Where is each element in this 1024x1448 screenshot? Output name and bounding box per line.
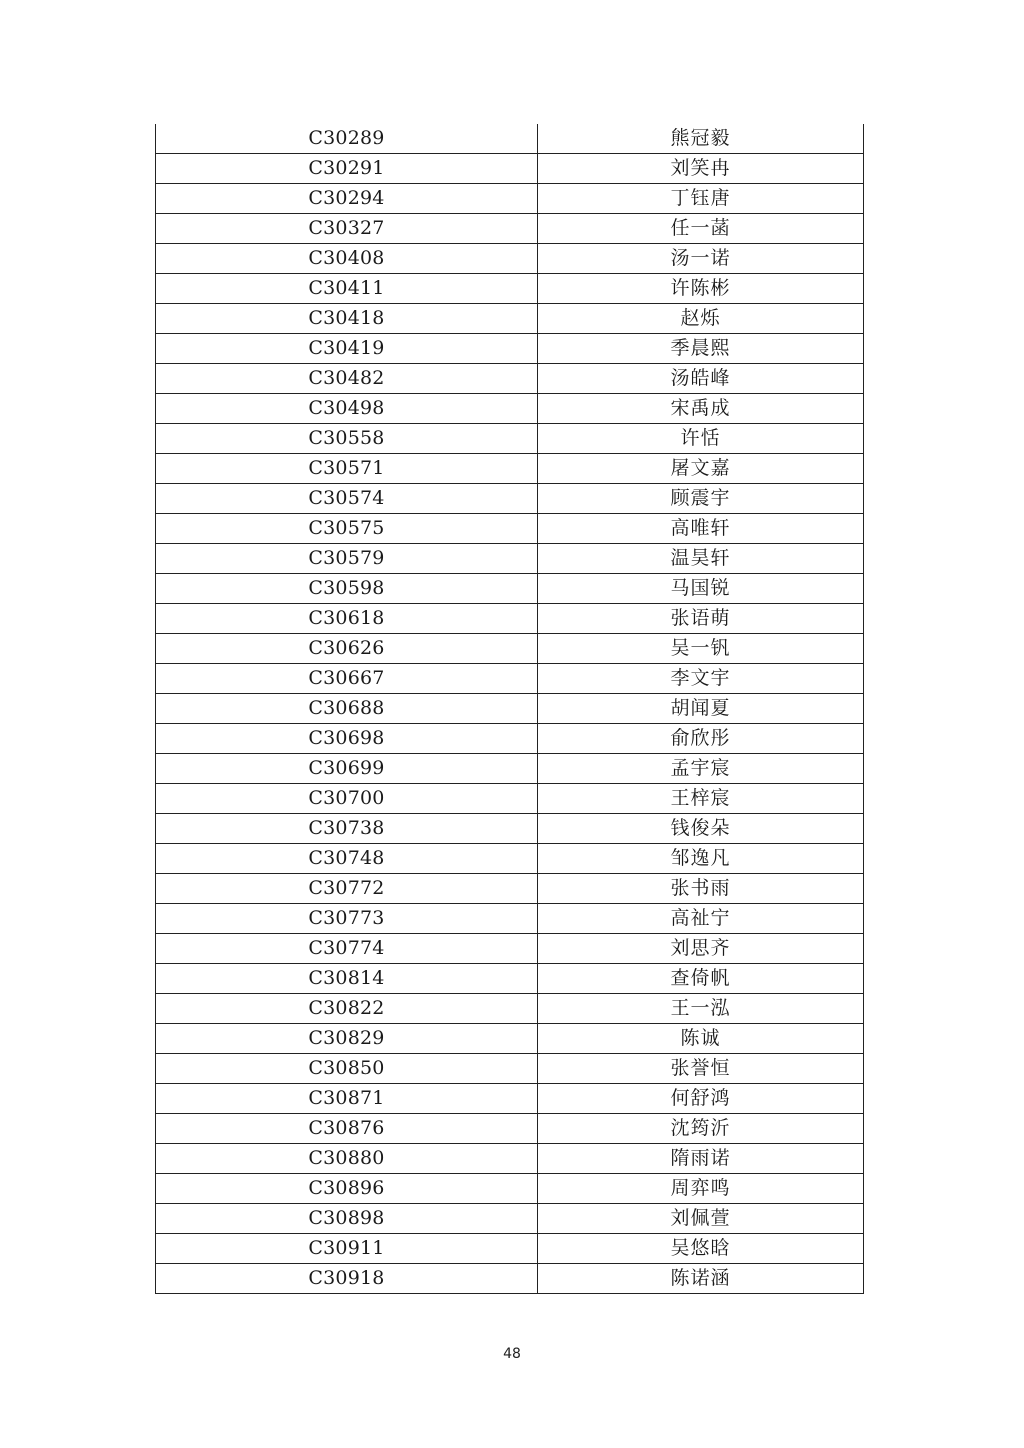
table-row xyxy=(156,154,864,184)
table-row xyxy=(156,904,864,934)
candidate-name-cell: 查倚帆 xyxy=(538,964,864,994)
roster-table-body xyxy=(156,124,864,1294)
table-row xyxy=(156,1144,864,1174)
candidate-name-cell: 沈筠沂 xyxy=(538,1114,864,1144)
candidate-id-cell: C30498 xyxy=(156,394,538,424)
candidate-name-cell: 汤一诺 xyxy=(538,244,864,274)
table-row xyxy=(156,244,864,274)
candidate-name-cell: 刘笑冉 xyxy=(538,154,864,184)
table-row xyxy=(156,514,864,544)
candidate-name-cell: 隋雨诺 xyxy=(538,1144,864,1174)
candidate-name-cell: 许陈彬 xyxy=(538,274,864,304)
candidate-name-cell: 周弈鸣 xyxy=(538,1174,864,1204)
roster-table xyxy=(155,124,864,1294)
candidate-id-cell: C30575 xyxy=(156,514,538,544)
table-row xyxy=(156,754,864,784)
candidate-name-cell: 吴悠晗 xyxy=(538,1234,864,1264)
table-row xyxy=(156,454,864,484)
candidate-id-cell: C30618 xyxy=(156,604,538,634)
candidate-id-cell: C30772 xyxy=(156,874,538,904)
candidate-id-cell: C30291 xyxy=(156,154,538,184)
table-row xyxy=(156,634,864,664)
candidate-name-cell: 汤皓峰 xyxy=(538,364,864,394)
candidate-id-cell: C30876 xyxy=(156,1114,538,1144)
candidate-name-cell: 高唯轩 xyxy=(538,514,864,544)
table-row xyxy=(156,124,864,154)
candidate-id-cell: C30411 xyxy=(156,274,538,304)
table-row xyxy=(156,274,864,304)
table-row xyxy=(156,964,864,994)
candidate-name-cell: 张语萌 xyxy=(538,604,864,634)
candidate-id-cell: C30598 xyxy=(156,574,538,604)
candidate-name-cell: 邹逸凡 xyxy=(538,844,864,874)
candidate-id-cell: C30327 xyxy=(156,214,538,244)
table-row xyxy=(156,664,864,694)
candidate-name-cell: 钱俊朵 xyxy=(538,814,864,844)
candidate-id-cell: C30748 xyxy=(156,844,538,874)
candidate-name-cell: 许恬 xyxy=(538,424,864,454)
candidate-id-cell: C30829 xyxy=(156,1024,538,1054)
candidate-id-cell: C30896 xyxy=(156,1174,538,1204)
candidate-id-cell: C30408 xyxy=(156,244,538,274)
candidate-id-cell: C30558 xyxy=(156,424,538,454)
candidate-id-cell: C30698 xyxy=(156,724,538,754)
table-row xyxy=(156,844,864,874)
table-row xyxy=(156,1234,864,1264)
candidate-id-cell: C30419 xyxy=(156,334,538,364)
table-row xyxy=(156,1084,864,1114)
candidate-name-cell: 赵烁 xyxy=(538,304,864,334)
candidate-id-cell: C30579 xyxy=(156,544,538,574)
candidate-id-cell: C30911 xyxy=(156,1234,538,1264)
table-row xyxy=(156,1054,864,1084)
table-row xyxy=(156,334,864,364)
candidate-id-cell: C30574 xyxy=(156,484,538,514)
candidate-name-cell: 丁钰唐 xyxy=(538,184,864,214)
candidate-id-cell: C30699 xyxy=(156,754,538,784)
candidate-name-cell: 刘佩萱 xyxy=(538,1204,864,1234)
candidate-name-cell: 高祉宁 xyxy=(538,904,864,934)
candidate-id-cell: C30880 xyxy=(156,1144,538,1174)
candidate-id-cell: C30418 xyxy=(156,304,538,334)
candidate-id-cell: C30571 xyxy=(156,454,538,484)
table-row xyxy=(156,1024,864,1054)
table-row xyxy=(156,784,864,814)
candidate-id-cell: C30850 xyxy=(156,1054,538,1084)
candidate-name-cell: 陈诺涵 xyxy=(538,1264,864,1294)
table-row xyxy=(156,544,864,574)
candidate-name-cell: 顾震宇 xyxy=(538,484,864,514)
candidate-name-cell: 吴一钒 xyxy=(538,634,864,664)
candidate-id-cell: C30626 xyxy=(156,634,538,664)
table-row xyxy=(156,1174,864,1204)
candidate-name-cell: 马国锐 xyxy=(538,574,864,604)
table-row xyxy=(156,424,864,454)
candidate-id-cell: C30918 xyxy=(156,1264,538,1294)
page-number: 48 xyxy=(503,1346,521,1362)
candidate-name-cell: 任一菡 xyxy=(538,214,864,244)
candidate-id-cell: C30289 xyxy=(156,124,538,154)
candidate-id-cell: C30871 xyxy=(156,1084,538,1114)
table-row xyxy=(156,994,864,1024)
candidate-id-cell: C30688 xyxy=(156,694,538,724)
candidate-name-cell: 陈诚 xyxy=(538,1024,864,1054)
candidate-name-cell: 宋禹成 xyxy=(538,394,864,424)
candidate-name-cell: 王一泓 xyxy=(538,994,864,1024)
candidate-id-cell: C30700 xyxy=(156,784,538,814)
candidate-name-cell: 屠文嘉 xyxy=(538,454,864,484)
candidate-id-cell: C30667 xyxy=(156,664,538,694)
candidate-name-cell: 胡闻夏 xyxy=(538,694,864,724)
table-row xyxy=(156,1264,864,1294)
candidate-name-cell: 张书雨 xyxy=(538,874,864,904)
table-row xyxy=(156,304,864,334)
candidate-name-cell: 温昊轩 xyxy=(538,544,864,574)
candidate-name-cell: 熊冠毅 xyxy=(538,124,864,154)
table-row xyxy=(156,814,864,844)
candidate-name-cell: 何舒鸿 xyxy=(538,1084,864,1114)
candidate-name-cell: 张誉恒 xyxy=(538,1054,864,1084)
candidate-name-cell: 李文宇 xyxy=(538,664,864,694)
table-row xyxy=(156,184,864,214)
candidate-id-cell: C30822 xyxy=(156,994,538,1024)
table-row xyxy=(156,604,864,634)
candidate-name-cell: 季晨熙 xyxy=(538,334,864,364)
table-row xyxy=(156,694,864,724)
table-row xyxy=(156,724,864,754)
candidate-id-cell: C30482 xyxy=(156,364,538,394)
candidate-name-cell: 刘思齐 xyxy=(538,934,864,964)
table-row xyxy=(156,1204,864,1234)
candidate-id-cell: C30774 xyxy=(156,934,538,964)
table-row xyxy=(156,1114,864,1144)
table-row xyxy=(156,394,864,424)
table-row xyxy=(156,364,864,394)
table-row xyxy=(156,484,864,514)
candidate-name-cell: 俞欣彤 xyxy=(538,724,864,754)
candidate-id-cell: C30294 xyxy=(156,184,538,214)
table-row xyxy=(156,934,864,964)
table-row xyxy=(156,214,864,244)
candidate-name-cell: 王梓宸 xyxy=(538,784,864,814)
candidate-id-cell: C30738 xyxy=(156,814,538,844)
table-row xyxy=(156,874,864,904)
table-row xyxy=(156,574,864,604)
candidate-id-cell: C30814 xyxy=(156,964,538,994)
candidate-id-cell: C30773 xyxy=(156,904,538,934)
candidate-name-cell: 孟宇宸 xyxy=(538,754,864,784)
candidate-id-cell: C30898 xyxy=(156,1204,538,1234)
